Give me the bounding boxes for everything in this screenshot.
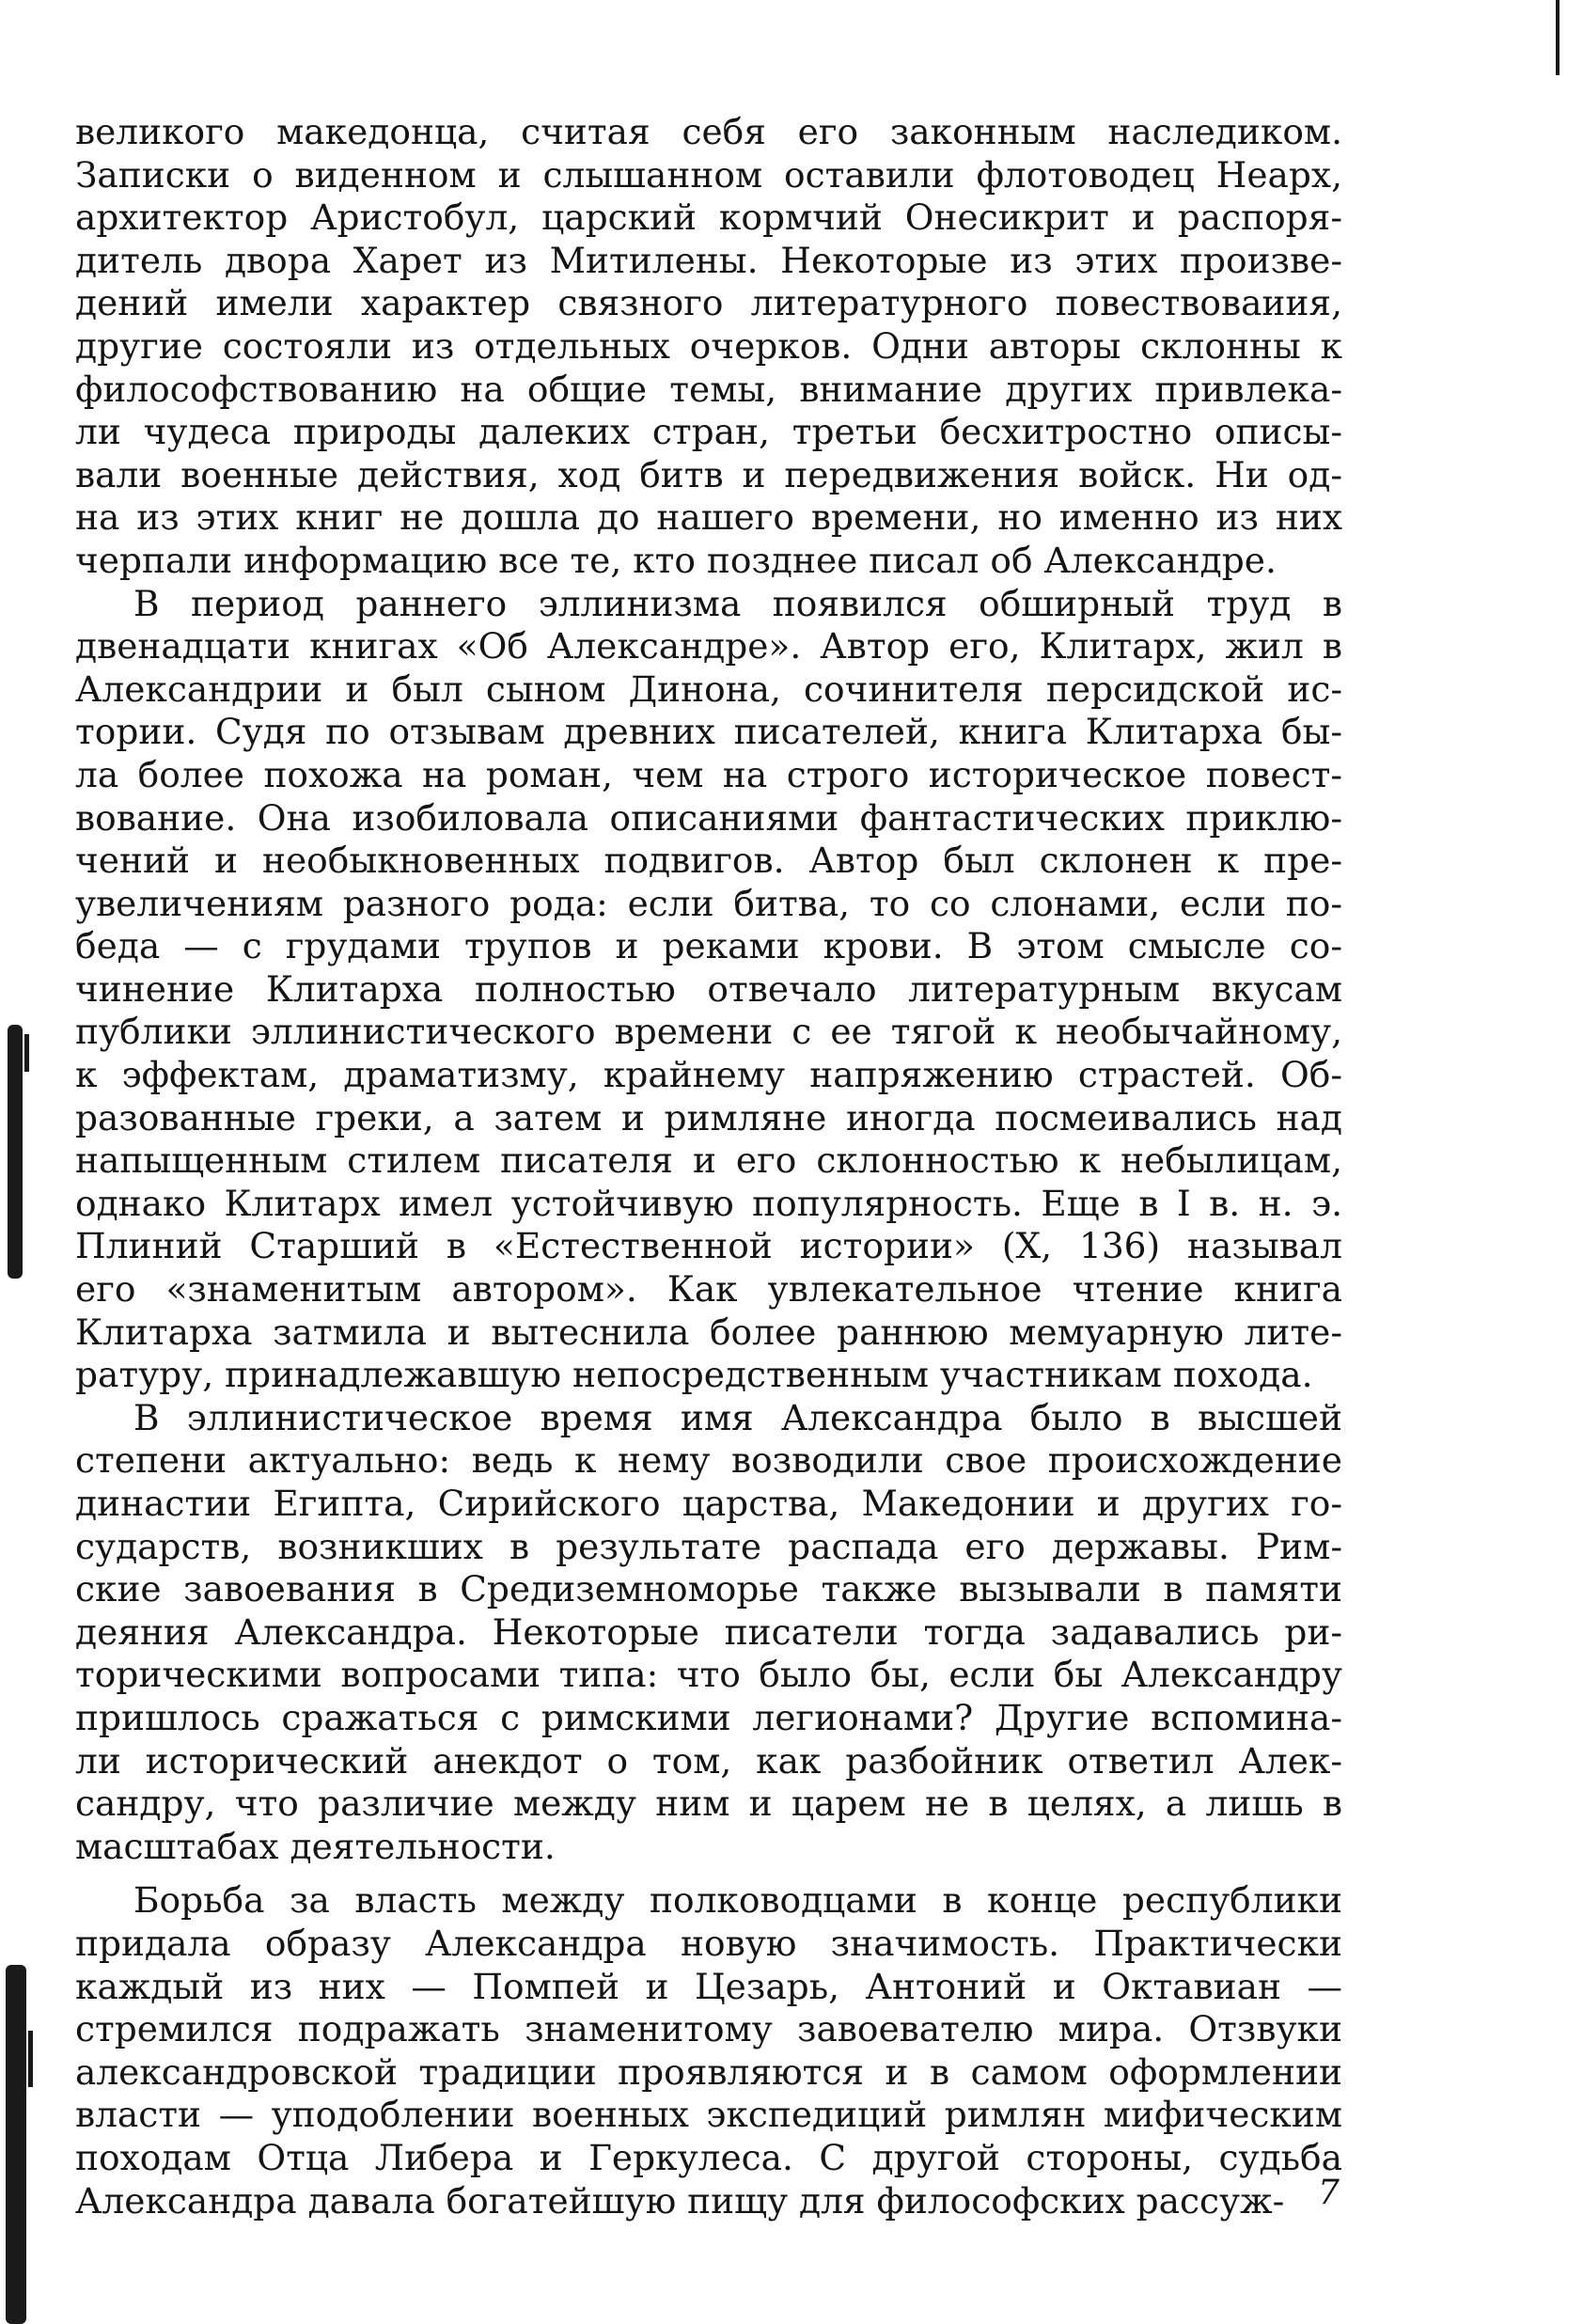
text-line: однако Клитарх имел устойчивую популярность. Еще в I в. н. э. (75, 1182, 1342, 1224)
text-line: другие состояли из отдельных очерков. Одни авторы склонны к (75, 324, 1342, 367)
text-line: александровской традиции проявляются и в самом оформлении (75, 2050, 1342, 2093)
text-line: вование. Она изобиловала описаниями фантастических приклю- (75, 796, 1342, 839)
text-line: вали военные действия, ход битв и передвижения войск. Ни од- (75, 453, 1342, 495)
text-line: публики эллинистического времени с ее тягой к необычайному, (75, 1011, 1342, 1053)
scan-margin-mark (24, 1034, 29, 1072)
text-line: тории. Судя по отзывам древних писателей, книга Клитарха бы- (75, 711, 1342, 753)
text-line: ли чудеса природы далеких стран, третьи бесхитростно описы- (75, 411, 1342, 453)
text-line: Борьба за власть между полководцами в конце республики (133, 1879, 1342, 1922)
text-line: на из этих книг не дошла до нашего времени, но именно из них (75, 496, 1342, 539)
text-line: династии Египта, Сирийского царства, Македонии и других го- (75, 1483, 1342, 1524)
text-line: сандру, что различие между ним и царем не в целях, а лишь в (75, 1782, 1342, 1825)
text-line: ские завоевания в Средиземноморье также вызывали в памяти (75, 1568, 1342, 1610)
paragraph (75, 1397, 1342, 1869)
text-line: его «знаменитым автором». Как увлекательное чтение книга (75, 1268, 1342, 1311)
text-line: ли исторический анекдот о том, как разбойник ответил Алек- (75, 1739, 1342, 1782)
text-line: к эффектам, драматизму, крайнему напряжению страстей. Об- (75, 1054, 1342, 1096)
text-line: дитель двора Харет из Митилены. Некоторые из этих произве- (75, 239, 1342, 281)
text-line: архитектор Аристобул, царский кормчий Онесикрит и распоря- (75, 196, 1342, 239)
text-line: увеличениям разного рода: если битва, то со слонами, если по- (75, 882, 1342, 924)
text-line: дений имели характер связного литературного повествоваиия, (75, 282, 1342, 324)
text-line: Записки о виденном и слышанном оставили флотоводец Неарх, (75, 153, 1342, 196)
text-line: каждый из них — Помпей и Цезарь, Антоний и Октавиан — (75, 1965, 1342, 2007)
text-line: напыщенным стилем писателя и его склонностью к небылицам, (75, 1139, 1342, 1182)
scan-margin-mark (6, 1965, 26, 2324)
text-line: походам Отца Либера и Геркулеса. С другой стороны, судьба (75, 2136, 1342, 2178)
text-line: разованные греки, а затем и римляне иногда посмеивались над (75, 1096, 1342, 1138)
text-line: Клитарха затмила и вытеснила более раннюю мемуарную лите- (75, 1311, 1342, 1353)
text-line: чений и необыкновенных подвигов. Автор был склонен к пре- (75, 840, 1342, 882)
page-body (75, 111, 1342, 2222)
text-line: Плиний Старший в «Естественной истории» (X, 136) называл (75, 1225, 1342, 1267)
paragraph-gap (75, 1868, 1342, 1879)
text-line: ла более похожа на роман, чем на строго историческое повест- (75, 753, 1342, 795)
paragraph (75, 583, 1342, 1397)
text-line: чинение Клитарха полностью отвечало литературным вкусам (75, 967, 1342, 1010)
paragraph (75, 111, 1342, 583)
text-line: сударств, возникших в результате распада его державы. Рим- (75, 1525, 1342, 1567)
scan-edge-mark (1556, 0, 1559, 75)
text-line: Александра давала богатейшую пищу для философских рассуж- (75, 2179, 1285, 2222)
text-line: деяния Александра. Некоторые писатели тогда задавались ри- (75, 1610, 1342, 1653)
text-line: власти — уподоблении военных экспедиций римлян мифическим (75, 2094, 1342, 2136)
text-line: придала образу Александра новую значимость. Практически (75, 1922, 1342, 1964)
text-line: пришлось сражаться с римскими легионами? Другие вспомина- (75, 1696, 1342, 1738)
scan-margin-mark (8, 1025, 23, 1279)
text-line: черпали информацию все те, кто позднее писал об Александре. (75, 539, 1277, 581)
text-line: двенадцати книгах «Об Александре». Автор его, Клитарх, жил в (75, 625, 1342, 667)
text-line: ратуру, принадлежавшую непосредственным участникам похода. (75, 1354, 1313, 1396)
text-line: торическими вопросами типа: что было бы, если бы Александру (75, 1654, 1342, 1696)
text-line: Александрии и был сыном Динона, сочинителя персидской ис- (75, 667, 1342, 710)
text-line: философствованию на общие темы, внимание других привлека- (75, 368, 1342, 410)
scan-margin-mark (28, 2031, 33, 2087)
text-line: степени актуально: ведь к нему возводили свое происхождение (75, 1439, 1342, 1482)
text-line: В период раннего эллинизма появился обширный труд в (133, 582, 1342, 624)
text-line: масштабах деятельности. (75, 1825, 556, 1867)
page-number: 7 (1318, 2174, 1340, 2212)
text-line: великого македонца, считая себя его законным наследиком. (75, 111, 1342, 152)
paragraph (75, 1879, 1342, 2222)
text-line: беда — с грудами трупов и реками крови. В этом смысле со- (75, 925, 1342, 967)
text-line: стремился подражать знаменитому завоевателю мира. Отзвуки (75, 2008, 1342, 2050)
text-line: В эллинистическое время имя Александра было в высшей (133, 1396, 1342, 1438)
